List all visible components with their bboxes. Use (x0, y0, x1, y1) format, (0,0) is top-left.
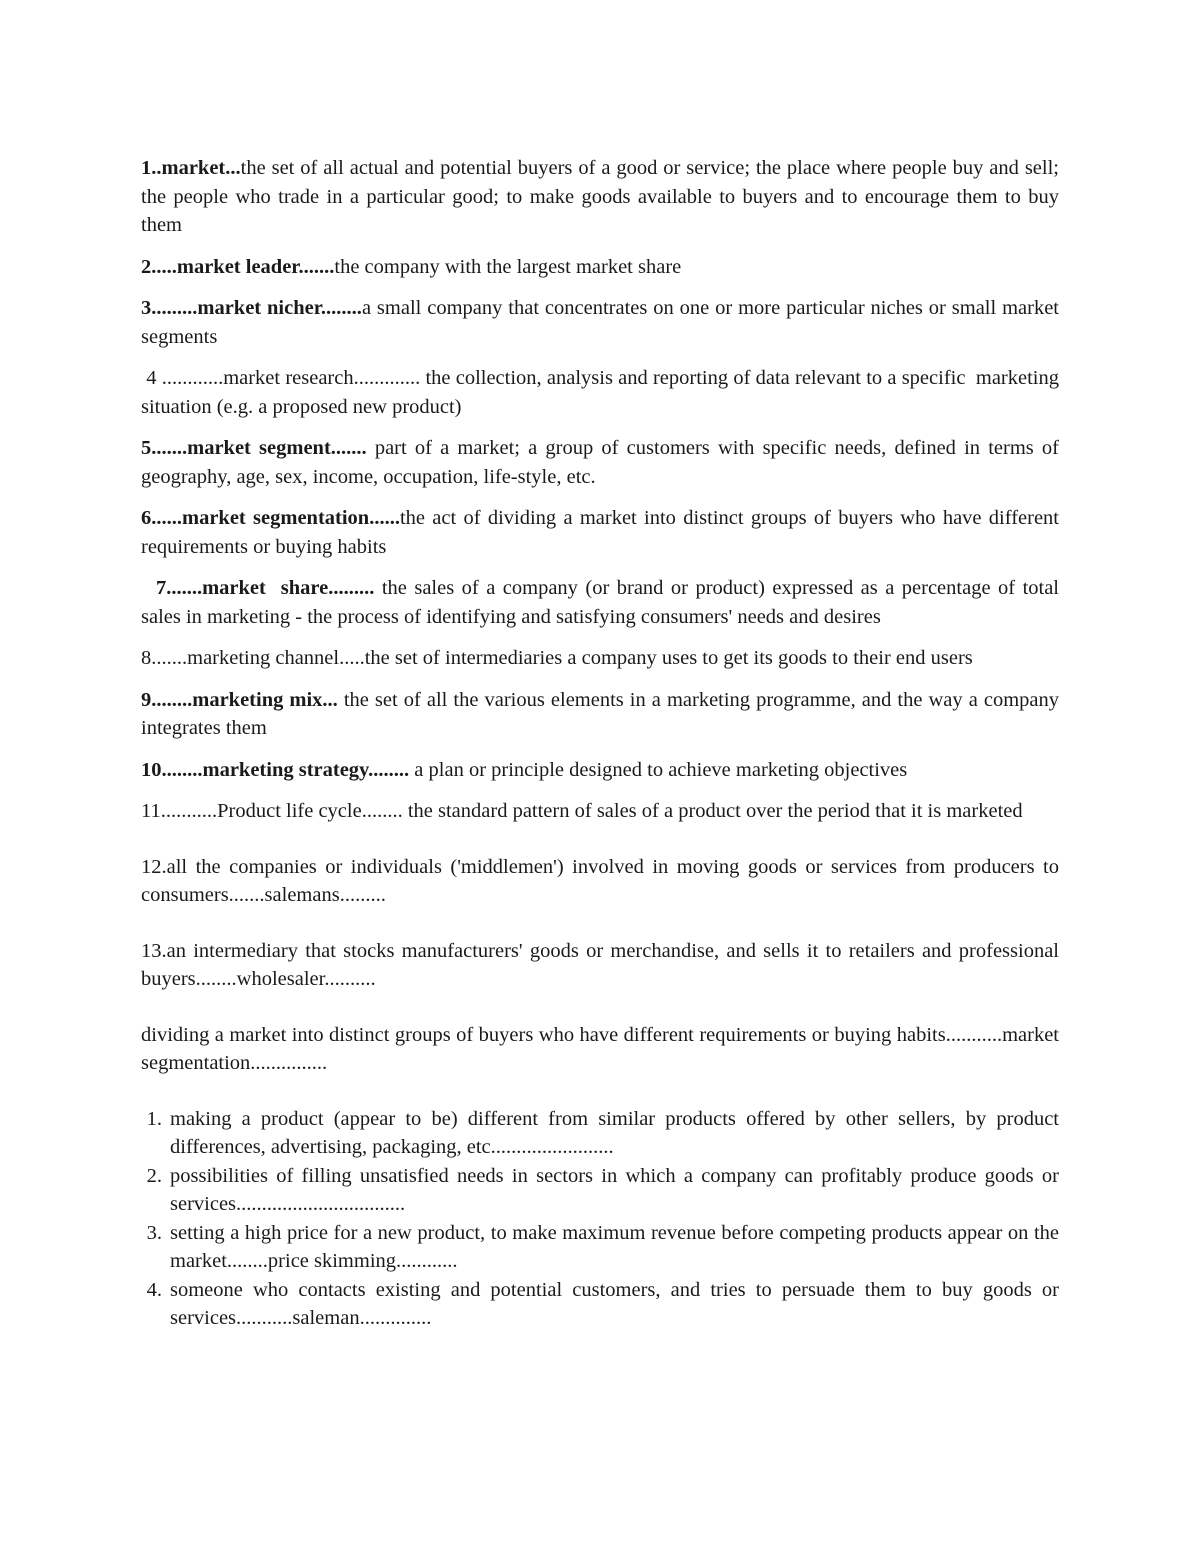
entry-term: 4 ............market research............. (141, 367, 421, 389)
entry-definition: the sales of a company (or brand or product) expressed as a percentage of total sales in marketing - the process of identifying and satisfying consumers' needs and desires (141, 577, 1080, 628)
entry-definition: a plan or principle designed to achieve marketing objectives (409, 758, 908, 781)
glossary-entry (141, 253, 1059, 282)
entry-definition: part of a market; a group of customers with specific needs, defined in terms of geography, age, sex, income, occupation, life-style, etc. (141, 437, 1059, 488)
entry-term: 8.......marketing channel..... (141, 647, 365, 669)
glossary-entry (141, 574, 1080, 631)
list-item-text: someone who contacts existing and potential customers, and tries to persuade them to buy goods or services...........saleman.............. (170, 1278, 1059, 1329)
entry-term: 10........marketing strategy........ (141, 758, 410, 781)
glossary-entry (141, 756, 1059, 785)
entry-term: 3.........market nicher........ (141, 297, 362, 319)
question-list (141, 1105, 1059, 1333)
entry-term: 9........marketing mix... (141, 688, 338, 711)
exercise-paragraph: dividing a market into distinct groups of buyers who have different requirements or buying habits...........market segmentation............... (141, 1023, 1059, 1074)
glossary-entry (141, 686, 1059, 743)
glossary-entry (141, 504, 1059, 561)
list-item (146, 1276, 1059, 1333)
list-item (146, 1105, 1059, 1162)
list-item-text: possibilities of filling unsatisfied needs in sectors in which a company can profitably produce goods or services................................. (170, 1164, 1059, 1215)
entry-term: 6......market segmentation...... (141, 507, 400, 529)
list-item-text: setting a high price for a new product, to make maximum revenue before competing products appear on the market........price skimming............ (170, 1221, 1059, 1272)
glossary-entry (141, 644, 1059, 673)
glossary-entry (141, 797, 1059, 826)
list-item-number: 1. (146, 1107, 162, 1130)
entry-term: 1..market... (141, 157, 241, 179)
list-item-text: making a product (appear to be) different from similar products offered by other sellers, by product differences, advertising, packaging, etc........................ (170, 1107, 1059, 1158)
list-item (146, 1219, 1059, 1276)
glossary-entry (141, 294, 1059, 351)
glossary-entry (141, 154, 1059, 240)
entry-definition: the act of dividing a market into distinct groups of buyers who have different requirements or buying habits (141, 507, 1060, 558)
glossary-entry (141, 364, 1065, 421)
entry-definition: the company with the largest market share (334, 255, 682, 278)
exercise-paragraph: 13.an intermediary that stocks manufacturers' goods or merchandise, and sells it to retailers and professional buyers........wholesaler.......... (141, 939, 1059, 990)
entry-term: 2.....market leader....... (141, 255, 335, 278)
list-item (146, 1162, 1059, 1219)
list-item-number: 2. (146, 1164, 162, 1187)
entry-term: 7.......market share......... (141, 577, 375, 599)
list-item-number: 3. (146, 1221, 162, 1244)
entry-term: 11...........Product life cycle........ (141, 800, 403, 822)
glossary-entry (141, 434, 1059, 491)
entry-definition: the set of intermediaries a company uses to get its goods to their end users (364, 647, 973, 669)
list-item-number: 4. (146, 1278, 162, 1301)
entry-definition: the collection, analysis and reporting of data relevant to a specific marketing situation (e.g. a proposed new product) (141, 367, 1065, 418)
entry-definition: a small company that concentrates on one or more particular niches or small market segments (141, 297, 1059, 348)
document-body (141, 154, 1080, 1333)
entry-definition: the set of all the various elements in a marketing programme, and the way a company integrates them (141, 688, 1059, 739)
entry-term: 5.......market segment....... (141, 437, 367, 459)
exercise-paragraph: 12.all the companies or individuals ('middlemen') involved in moving goods or services from producers to consumers.......salemans......... (141, 855, 1059, 906)
entry-definition: the standard pattern of sales of a product over the period that it is marketed (402, 800, 1023, 822)
entry-definition: the set of all actual and potential buyers of a good or service; the place where people buy and sell; the people who trade in a particular good; to make goods available to buyers and to encourage them to buy them (141, 157, 1059, 236)
